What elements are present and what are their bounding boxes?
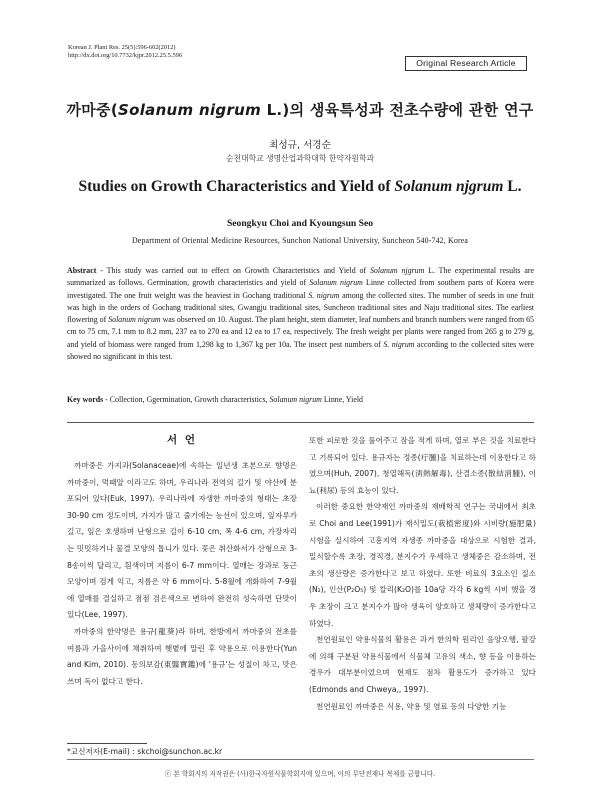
- authors-english: Seongkyu Choi and Kyoungsun Seo: [226, 218, 374, 229]
- body-paragraph: 까마중은 가지과(Solanaceae)에 속하는 일년생 초본으로 향명은 까마중이, 먹때알 이라고도 하며, 우리나라 전역의 길가 및 야산에 분포되어 있다(Euk, 1997). 우리나라에 자생한 까마중의 형태는 초장 30-90 cm 정도이며, 가지가 많고 줄기에는 능선이 있으며, 잎자루가 길고, 잎은 호생하며 난형으로 길이 6-10 cm, 폭 4-6 cm, 가장자리는 밋밋하거나 물결 모양의 톱니가 있다. 꽃은 취산화서가 산형으로 3-8송이씩 달리고, 흰색이며 지름이 6-7 mm이다. 열매는 장과로 둥근 모양이며 검게 익고, 지름은 약 6 mm이다. 5-8월에 개화하여 7-9월에 열매를 결실하고 점점 검은색으로 변하여 완전히 성숙하면 단맛이 있다(Lee, 1997).: [67, 461, 297, 620]
- keywords-label: Key words: [67, 395, 104, 404]
- corresponding-author-footnote: *교신저자(E-mail) : skchoi@sunchon.ac.kr: [67, 747, 223, 756]
- section-heading-introduction: 서 언: [167, 434, 197, 446]
- species-name: Solanum njgrum: [369, 266, 425, 275]
- title-korean-pre: 까마중(: [66, 101, 118, 119]
- species-name: Solanum nigrum: [108, 315, 161, 325]
- title-english-species: Solanum njgrum: [394, 178, 504, 195]
- title-korean-species: Solanum nigrum: [118, 101, 262, 119]
- footnote-divider: [67, 743, 147, 744]
- species-name: Solanum nigrum: [309, 278, 363, 288]
- authors-korean: 최성규, 서경순: [269, 140, 331, 151]
- abstract-label: Abstract: [67, 266, 97, 275]
- abstract-text: Linne collected from southern parts of Korea were investigated. The one fruit weight was the heaviest in Gochang traditional: [67, 278, 534, 300]
- keywords-text: Linne, Yield: [321, 395, 363, 404]
- body-paragraph: 천연원료인 까마중은 식용, 약용 및 염료 등의 다양한 기능: [316, 701, 507, 711]
- title-korean-post: L.)의 생육특성과 전초수량에 관한 연구: [261, 101, 534, 119]
- species-name: S. nigrum: [308, 290, 340, 300]
- keywords-text: - Collection, Ggermination, Growth characteristics,: [103, 395, 270, 404]
- journal-citation: Korean J. Plant Res. 25(5):596-602(2012): [68, 44, 176, 51]
- species-name: S. nigrum: [383, 339, 415, 349]
- abstract-text: - This study was carried out to effect on Growth Characteristics and Yield of: [96, 266, 370, 275]
- article-type-badge: Original Research Article: [405, 56, 527, 71]
- footer-divider: [67, 759, 534, 760]
- abstract: [67, 265, 534, 363]
- abstract-text: L. The experimental results are summarized as follows. Germination, growth characteristics and yield of: [67, 266, 534, 288]
- affiliation-korean: 순천대학교 생명산업과학대학 한약자원학과: [225, 154, 375, 163]
- title-english-post: L.: [503, 178, 522, 195]
- abstract-text: according to the collected sites were showed no significant in this test.: [67, 339, 534, 362]
- title-english: [0, 178, 600, 196]
- body-paragraph: 이러한 중요한 한약재인 까마중의 재배학적 연구는 국내에서 최초로 Choi and Lee(1991)가 재식밀도(栽植密度)와 시비량(施肥量)시험을 실시하여 고흥지역 자생종 까마중을 대상으로 시험한 결과, 밀식할수록 초장, 경직경, 분지수가 우세하고 생체중은 감소하며, 전초의 생산량은 증가한다고 보고 하였다. 또한 비료의 3요소인 질소(N₂), 인산(P₂O₅) 및 칼리(K₂O)를 10a당 각각 6 kg씩 시비 했을 경우 초장이 크고 분지수가 많아 생육이 양호하고 생체량이 증가한다고 하였다.: [309, 502, 536, 628]
- abstract-text: among the collected sites. The number of seeds in one fruit was high in the orders of Gochang traditional sites, Gwangju traditional sites, Suncheon traditional sites and Naju traditional sites. The earliest flowering of: [67, 290, 534, 325]
- affiliation-english: Department of Oriental Medicine Resources, Sunchon National University, Suncheon 540-742, Korea: [131, 236, 469, 245]
- copyright-notice: ⓒ 본 학회지의 저작권은 (사)한국자원식물학회지에 있으며, 이의 무단전재나 복제를 금합니다.: [164, 770, 436, 778]
- keywords: [67, 394, 534, 405]
- body-column-right: [309, 433, 536, 715]
- body-paragraph: 천연원료인 약용식물의 활용은 과거 한의학 원리인 음양오행, 팔강에 의해 구분된 약용식물에서 식물체 고유의 색소, 향 등을 이용하는 경우가 대부분이었으며 현재도 점차 활용도가 증가하고 있다(Edmonds and Chweya,, 1997).: [309, 635, 536, 694]
- title-korean: [0, 99, 600, 120]
- body-column-left: [67, 458, 297, 690]
- title-english-pre: Studies on Growth Characteristics and Yield of: [78, 178, 395, 195]
- section-divider: [67, 422, 534, 423]
- doi-link[interactable]: http://dx.doi.org/10.7732/kjpr.2012.25.5.596: [68, 52, 183, 60]
- species-name: Solanum nigrum: [269, 395, 322, 404]
- body-paragraph: 까마중의 한약명은 용규(龍葵)라 하며, 한방에서 까마중의 전초를 여름과 가을사이에 채취하여 햇볕에 말린 후 약용으로 이용한다(Yun and Kim, 2010). 동의보감(東醫寶鑑)에 '용규'는 성질이 차고, 맛은 쓰며 독이 없다고 한다.: [67, 626, 297, 686]
- body-paragraph: 또한 피로한 것을 풀어주고 잠을 적게 하며, 열로 부은 것을 치료한다고 기록되어 있다. 용규자는 정종(疔腫)을 치료하는데 이용한다고 하였으며(Huh, 2007), 청열해독(淸熱解毒), 산결소종(散結消腫), 이뇨(利尿) 등의 효능이 있다.: [309, 436, 536, 495]
- journal-reference: [68, 44, 182, 61]
- abstract-text: was observed on 10. August. The plant height, stem diameter, leaf numbers and branch numbers were ranged from 65 cm to 75 cm, 7.1 mm to 8.2 mm, 237 ea to 270 ea and 12 ea to 17 ea, respectively. The fresh weight per plants were ranged from 265 g to 279 g, and yield of biomass were ranged from 1,298 kg to 1,367 kg per 10a. The insect pest numbers of: [67, 315, 534, 349]
